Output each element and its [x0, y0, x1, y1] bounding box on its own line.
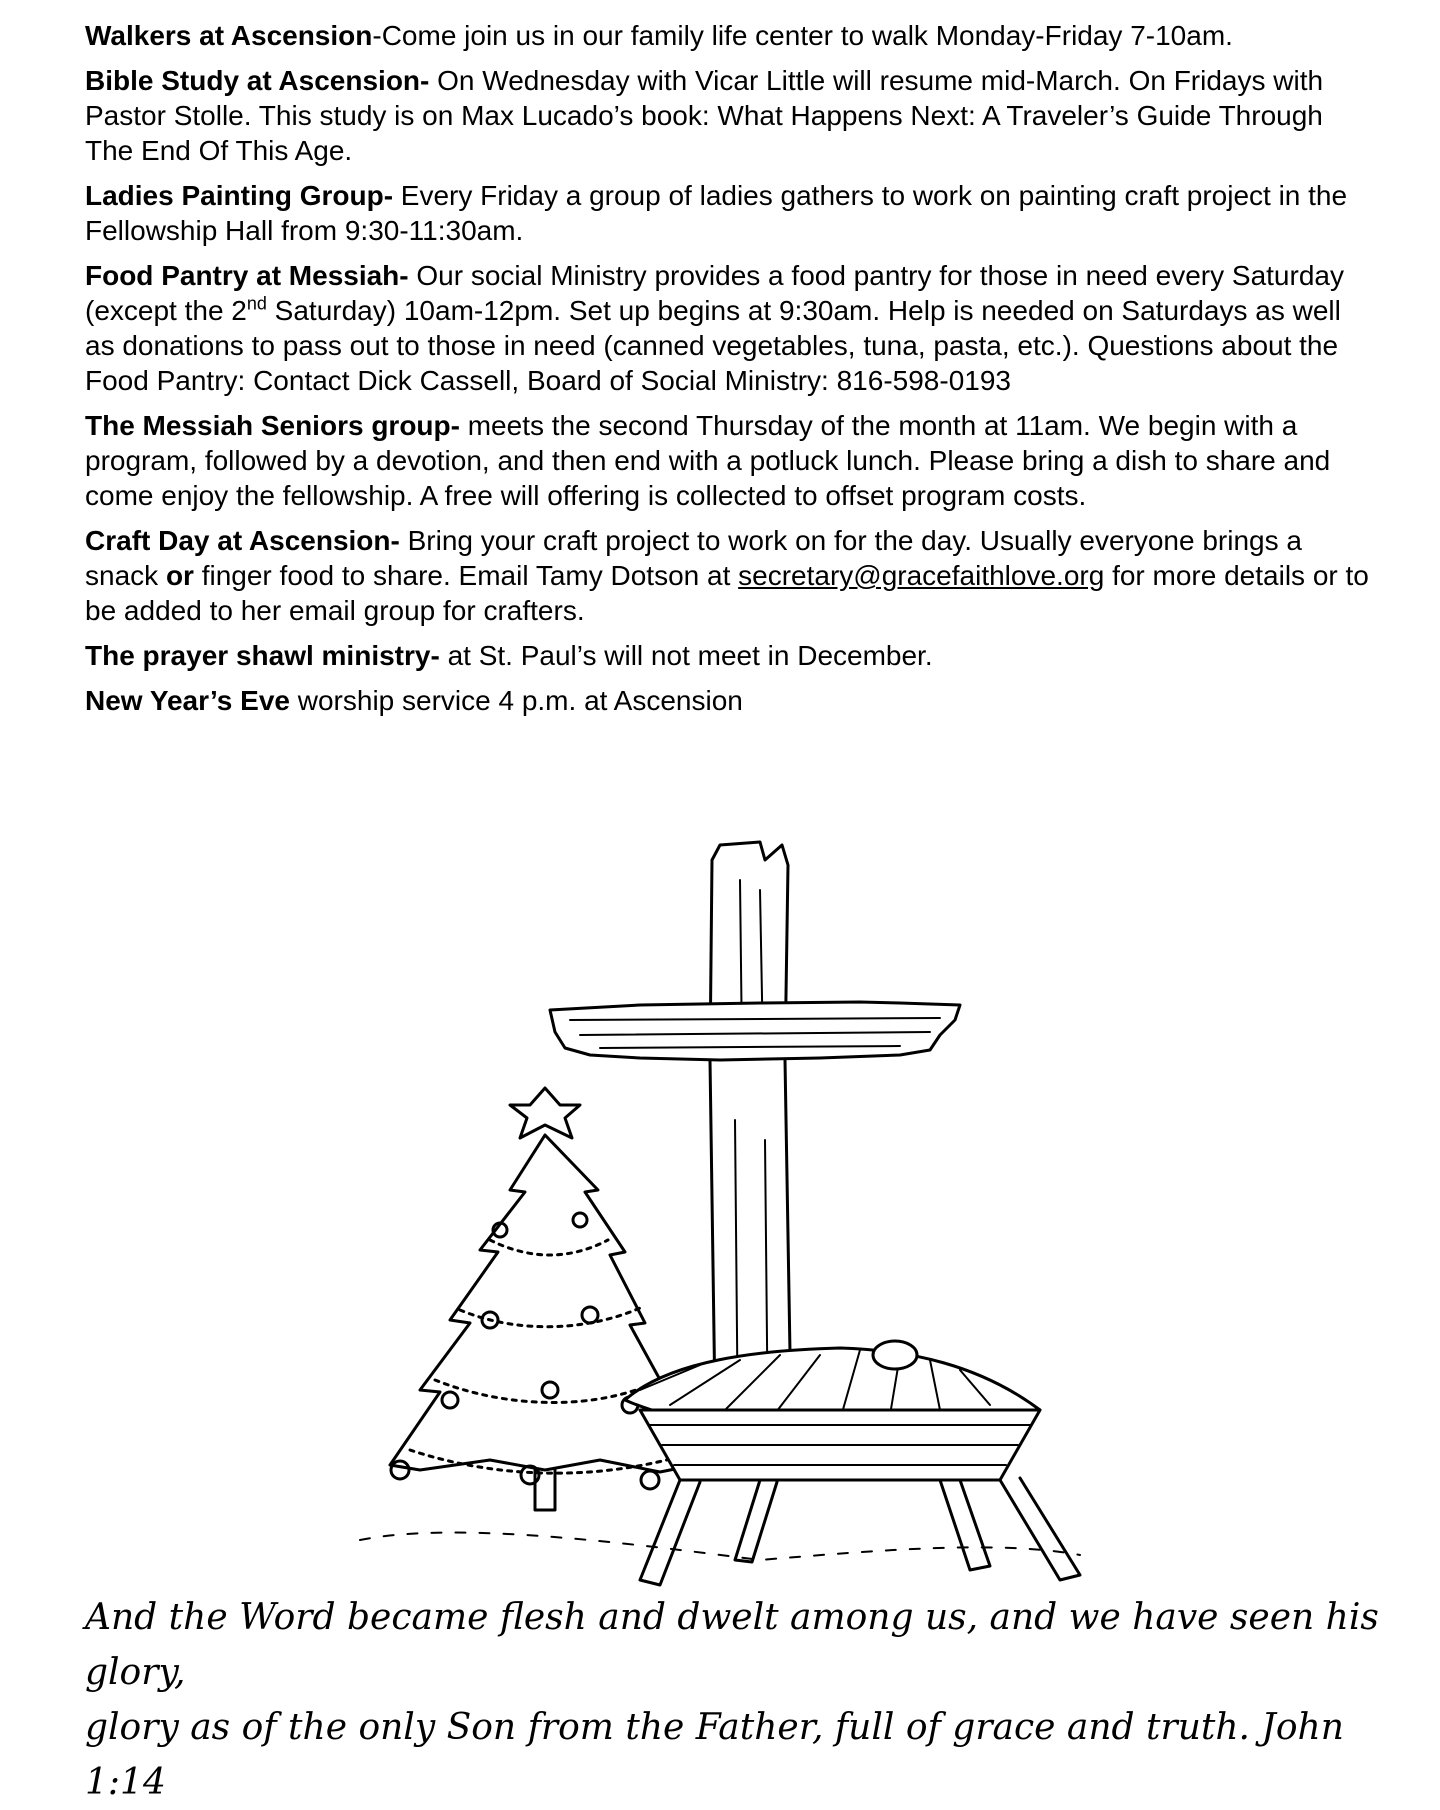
email-link[interactable]: secretary@gracefaithlove.org: [738, 560, 1105, 591]
announcement-title: New Year’s Eve: [85, 685, 290, 716]
announcements: [85, 18, 1375, 728]
announcement-bible-study: [85, 63, 1375, 168]
announcement-text-end: for more details or to be added to her email group for crafters.: [85, 560, 1369, 626]
announcement-painting-group: [85, 178, 1375, 248]
announcement-text: -Come join us in our family life center to walk Monday-Friday 7-10am.: [372, 20, 1233, 51]
announcement-walkers: [85, 18, 1375, 53]
announcement-title: Food Pantry at Messiah-: [85, 260, 409, 291]
verse-line-1: And the Word became flesh and dwelt among us, and we have seen his glory,: [85, 1597, 1379, 1693]
announcement-craft-day: [85, 523, 1375, 628]
announcement-new-years-eve: [85, 683, 1375, 718]
announcement-text: On Wednesday with Vicar Little will resume mid-March. On Fridays with Pastor Stolle. This study is on Max Lucado’s book: What Happens Next: A Traveler’s Guide Through The End Of This Age.: [85, 65, 1324, 166]
christmas-tree: [390, 1088, 695, 1510]
announcement-food-pantry: [85, 258, 1375, 398]
announcement-text: Our social Ministry provides a food pantry for those in need every Saturday (except the 2: [85, 260, 1344, 326]
announcement-title: Craft Day at Ascension-: [85, 525, 400, 556]
announcement-text: Bring your craft project to work on for the day. Usually everyone brings a snack: [85, 525, 1302, 591]
announcement-text: Every Friday a group of ladies gathers to work on painting craft project in the Fellowship Hall from 9:30-11:30am.: [85, 180, 1348, 246]
announcement-text: at St. Paul’s will not meet in December.: [439, 640, 933, 671]
announcement-title: The Messiah Seniors group-: [85, 410, 460, 441]
announcement-text: meets the second Thursday of the month at 11am. We begin with a program, followed by a devotion, and then end with a potluck lunch. Please bring a dish to share and come enjoy the fellowship. A free will offering is collected to offset program costs.: [85, 410, 1331, 511]
scripture-verse: [85, 1590, 1385, 1810]
announcement-title: Ladies Painting Group-: [85, 180, 394, 211]
cross-beam: [550, 1002, 960, 1060]
christmas-tree-cross-manger-icon: [340, 820, 1100, 1600]
announcement-title: The prayer shawl ministry-: [85, 640, 440, 671]
announcement-title: Walkers at Ascension: [85, 20, 373, 51]
superscript: nd: [246, 293, 267, 314]
announcement-prayer-shawl: [85, 638, 1375, 673]
announcement-title: Bible Study at Ascension-: [85, 65, 430, 96]
announcement-text-cont: finger food to share. Email Tamy Dotson at: [193, 560, 739, 591]
announcement-seniors-group: [85, 408, 1375, 513]
announcement-text-cont: Saturday) 10am-12pm. Set up begins at 9:30am. Help is needed on Saturdays as well as donations to pass out to those in need (canned vegetables, tuna, pasta, etc.). Questions about the Food Pantry: Contact Dick Cassell, Board of Social Ministry: 816-598-0193: [85, 295, 1341, 396]
announcement-or: or: [165, 560, 194, 591]
announcement-text: worship service 4 p.m. at Ascension: [289, 685, 743, 716]
verse-line-2: glory as of the only Son from the Father, full of grace and truth. John 1:14: [85, 1707, 1344, 1803]
